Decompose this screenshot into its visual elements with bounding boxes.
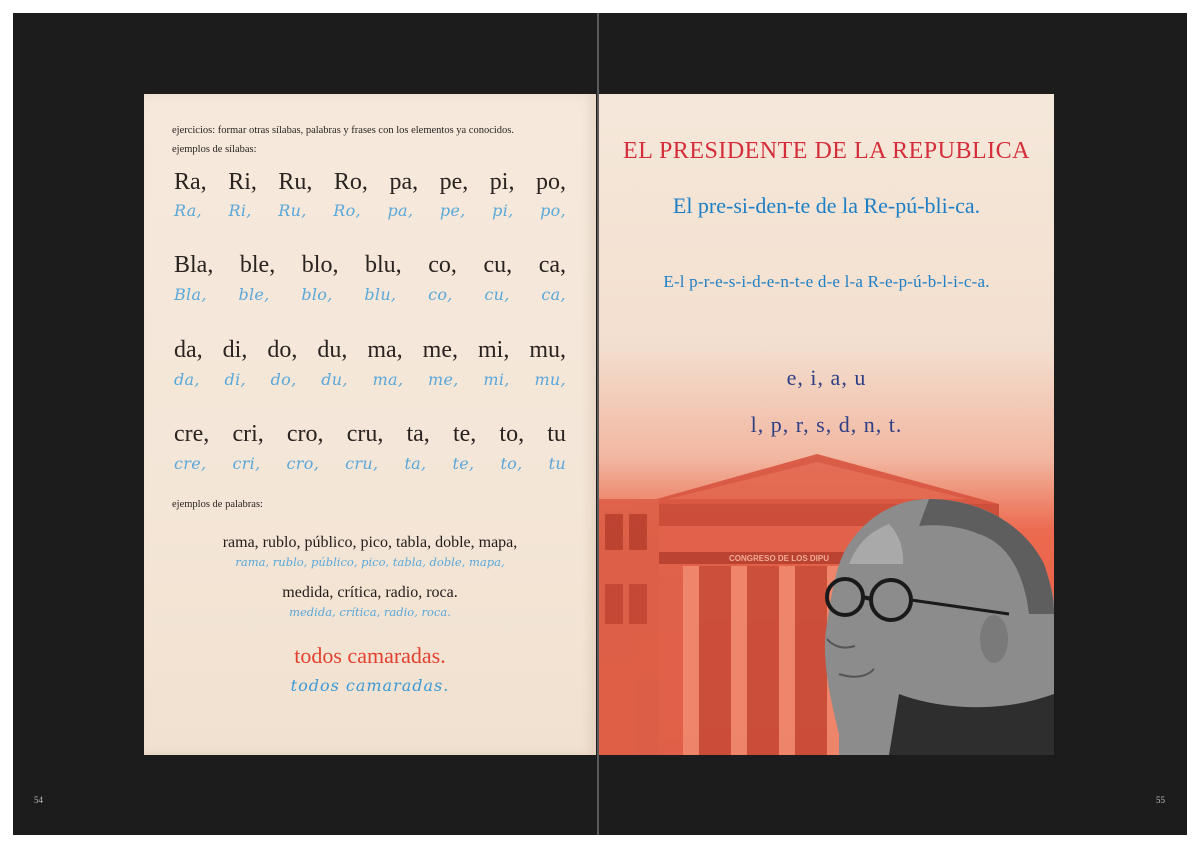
syllable-row-print (174, 421, 566, 448)
syllable-script: blo, (301, 285, 333, 304)
syllable-script: ma, (372, 370, 404, 389)
syllable-script: pa, (387, 201, 414, 220)
syllable-print: ca, (538, 252, 566, 278)
syllable-print: da, (174, 337, 203, 363)
syllable-print: te, (452, 421, 477, 447)
syllable-print: cro, (286, 421, 324, 447)
syllable-print: ble, (239, 252, 276, 278)
syllable-script: Bla, (174, 285, 207, 304)
syllable-script: cu, (484, 285, 510, 304)
page-title: EL PRESIDENTE DE LA REPUBLICA (623, 138, 1030, 164)
syllable-print: po, (535, 169, 566, 195)
syllable-row-script (174, 285, 566, 304)
syllable-print: di, (222, 337, 248, 363)
lettered-line: E-l p-r-e-s-i-d-e-n-t-e d-e l-a R-e-p-ú-b-l-i-c-a. (663, 272, 990, 291)
syllable-script: Ro, (333, 201, 361, 220)
syllable-script: pe, (439, 201, 466, 220)
syllabified-line: El pre-si-den-te de la Re-pú-bli-ca. (672, 193, 981, 218)
exercise-instruction: ejercicios: formar otras sílabas, palabras y frases con los elementos ya conocidos. (172, 125, 515, 136)
syllable-script: blu, (364, 285, 397, 304)
syllable-script: cri, (232, 454, 261, 473)
syllable-row-print (174, 252, 566, 279)
syllable-script: Ru, (278, 201, 307, 220)
syllable-print: Ru, (278, 169, 313, 195)
syllable-row-print (174, 337, 566, 364)
syllable-script: mi, (483, 370, 510, 389)
page-number-left: 54 (34, 795, 43, 805)
syllable-script: cre, (174, 454, 207, 473)
syllable-script: du, (321, 370, 348, 389)
left-page (144, 94, 596, 755)
syllable-print: Ra, (174, 169, 207, 195)
syllable-print: mu, (529, 337, 566, 363)
words-line-2-script: medida, crítica, radio, roca. (289, 605, 451, 619)
syllable-script: ble, (238, 285, 270, 304)
syllable-script: me, (428, 370, 459, 389)
syllable-row-script (174, 201, 566, 220)
syllable-script: mu, (534, 370, 566, 389)
portrait-image (825, 499, 1054, 755)
phrase-print: todos camaradas. (294, 643, 446, 668)
syllable-script: cro, (286, 454, 320, 473)
words-line-1-print: rama, rublo, público, pico, tabla, doble, mapa, (222, 534, 518, 551)
syllable-script: te, (452, 454, 475, 473)
syllable-script: Ri, (228, 201, 252, 220)
syllable-row-print (174, 169, 566, 196)
consonants-line: l, p, r, s, d, n, t. (750, 412, 903, 437)
building-sign: CONGRESO DE LOS DIPU (729, 554, 830, 563)
syllable-script: to, (500, 454, 523, 473)
syllable-script: da, (174, 370, 200, 389)
syllable-print: Bla, (174, 252, 214, 278)
syllable-print: pi, (489, 169, 515, 195)
vowels-line: e, i, a, u (786, 365, 867, 390)
syllable-script: ca, (541, 285, 566, 304)
words-heading: ejemplos de palabras: (172, 499, 263, 510)
syllable-script: co, (428, 285, 453, 304)
words-line-1-script: rama, rublo, público, pico, tabla, doble, mapa, (235, 555, 505, 569)
syllable-print: blo, (301, 252, 339, 278)
syllable-print: mi, (477, 337, 510, 363)
syllable-script: cru, (345, 454, 379, 473)
syllable-print: me, (422, 337, 458, 363)
syllable-print: ma, (367, 337, 403, 363)
right-page (599, 94, 1054, 755)
syllable-script: di, (224, 370, 246, 389)
syllable-print: pe, (439, 169, 469, 195)
syllable-print: cu, (483, 252, 513, 278)
page-number-right: 55 (1156, 795, 1165, 805)
syllable-print: cri, (232, 421, 264, 447)
syllable-print: co, (428, 252, 457, 278)
syllable-print: cre, (174, 421, 210, 447)
syllable-script: pi, (492, 201, 514, 220)
syllable-print: ta, (406, 421, 430, 447)
syllable-print: Ri, (228, 169, 257, 195)
phrase-script: todos camaradas. (290, 676, 450, 695)
syllables-heading: ejemplos de sílabas: (172, 144, 257, 155)
syllable-script: po, (540, 201, 566, 220)
syllable-print: pa, (389, 169, 419, 195)
syllable-row-script (174, 454, 566, 473)
syllable-row-script (174, 370, 566, 389)
syllable-script: do, (270, 370, 297, 389)
syllable-print: Ro, (333, 169, 368, 195)
syllable-print: tu (547, 421, 566, 447)
syllable-script: tu (548, 454, 566, 473)
words-line-2-print: medida, crítica, radio, roca. (282, 584, 458, 601)
syllable-print: to, (499, 421, 525, 447)
syllable-script: Ra, (174, 201, 202, 220)
syllable-script: ta, (404, 454, 427, 473)
syllable-print: do, (267, 337, 298, 363)
syllable-print: blu, (365, 252, 402, 278)
syllable-print: du, (317, 337, 348, 363)
syllable-print: cru, (346, 421, 384, 447)
